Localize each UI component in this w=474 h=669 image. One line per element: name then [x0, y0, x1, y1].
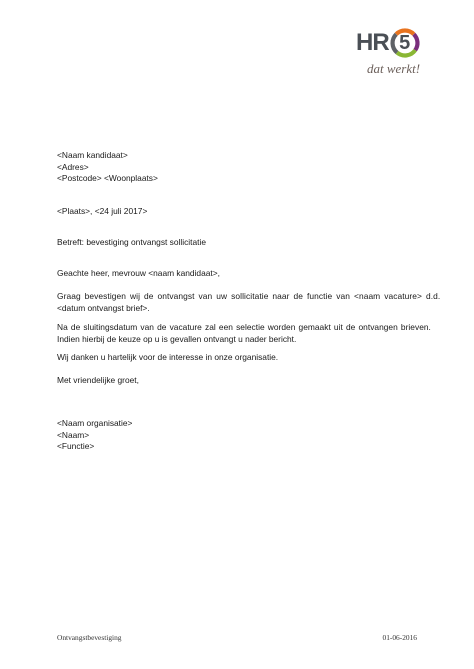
- logo-mark: [356, 26, 420, 60]
- recipient-address: <Adres>: [57, 161, 89, 172]
- closing-block: [57, 375, 417, 387]
- subject-block: [57, 237, 417, 249]
- paragraph-2-line-2: Indien hierbij de keuze op u is gevallen ontvangt u nader bericht.: [57, 333, 297, 344]
- signature-block: [57, 418, 417, 453]
- paragraph-2: [57, 322, 431, 345]
- closing: Met vriendelijke groet,: [57, 375, 139, 385]
- paragraph-1-line-2: <datum ontvangst brief>.: [57, 302, 150, 313]
- logo-hr-text: HR: [356, 29, 389, 56]
- signature-organisation: <Naam organisatie>: [57, 418, 133, 428]
- paragraph-1-line-1: Graag bevestigen wij de ontvangst van uw sollicitatie naar de functie van <naam vacature> d.d.: [57, 291, 441, 301]
- signature-function: <Functie>: [57, 441, 95, 451]
- place-date: <Plaats>, <24 juli 2017>: [57, 206, 148, 216]
- salutation: Geachte heer, mevrouw <naam kandidaat>,: [57, 268, 220, 278]
- paragraph-3-text: Wij danken u hartelijk voor de interesse in onze organisatie.: [57, 352, 279, 362]
- footer-date: 01-06-2016: [382, 633, 417, 642]
- logo-tagline: dat werkt!: [367, 61, 421, 76]
- subject-line: Betreft: bevestiging ontvangst sollicitatie: [57, 237, 206, 247]
- company-logo: [356, 26, 422, 78]
- paragraph-1: [57, 291, 441, 314]
- paragraph-2-line-1: Na de sluitingsdatum van de vacature zal een selectie worden gemaakt uit de ontvangen brieven.: [57, 322, 431, 332]
- salutation-block: [57, 268, 417, 280]
- recipient-block: [57, 150, 417, 185]
- footer-document-title: Ontvangstbevestiging: [57, 633, 122, 642]
- logo-five-text: 5: [399, 32, 411, 54]
- recipient-name: <Naam kandidaat>: [57, 150, 128, 160]
- recipient-postal: <Postcode> <Woonplaats>: [57, 173, 158, 183]
- logo-ring-icon: [390, 28, 420, 58]
- place-date-block: [57, 206, 417, 218]
- paragraph-3: [57, 352, 417, 364]
- signature-name: <Naam>: [57, 429, 90, 440]
